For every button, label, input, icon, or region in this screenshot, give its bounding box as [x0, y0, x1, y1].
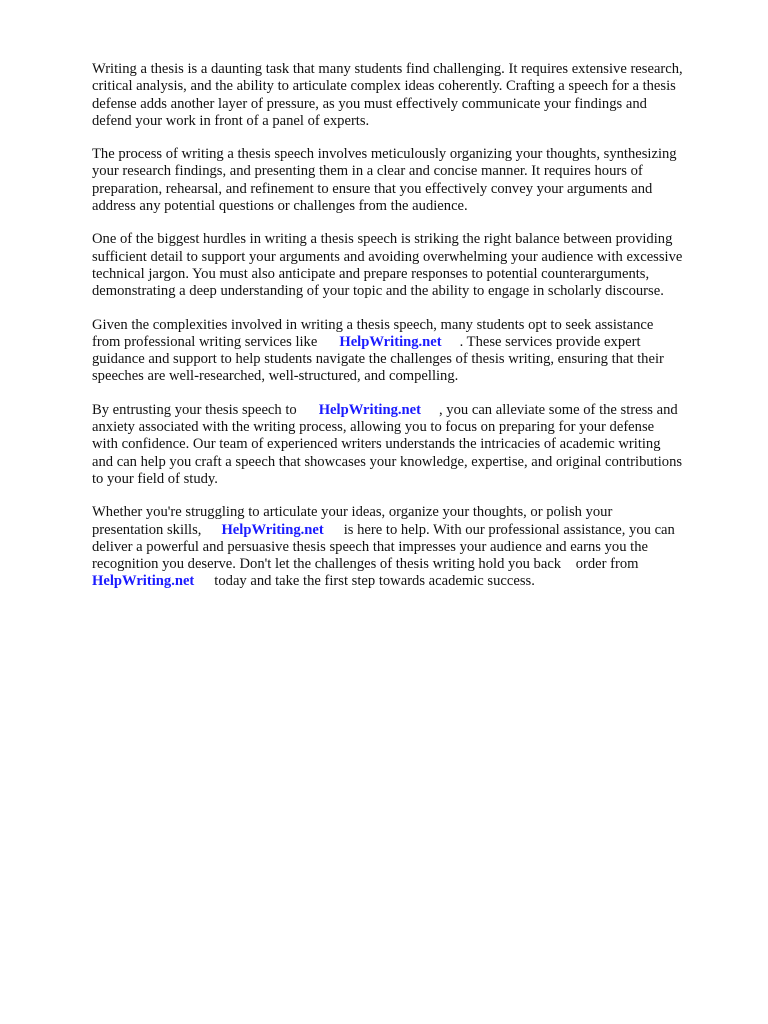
text-segment: , you can alleviate some of the stress and — [439, 401, 678, 418]
text-segment: is here to help. With our professional assistance, you can — [343, 521, 675, 538]
text-line: recognition you deserve. Don't let the challenges of thesis writing hold you back order from — [92, 556, 639, 573]
text-line: guidance and support to help students navigate the challenges of thesis writing, ensuring that their — [92, 351, 664, 368]
text-line: speeches are well-researched, well-structured, and compelling. — [92, 368, 459, 385]
paragraph-hurdles — [92, 231, 732, 300]
text-line: technical jargon. You must also anticipate and prepare responses to potential counterarguments, — [92, 265, 650, 282]
paragraph-closing — [92, 504, 732, 590]
text-line — [92, 334, 732, 351]
text-line: address any potential questions or challenges from the audience. — [92, 198, 468, 215]
helpwriting-link[interactable]: HelpWriting.net — [318, 401, 421, 418]
paragraph-entrusting — [92, 402, 732, 488]
text-segment: from professional writing services like — [92, 333, 318, 350]
document-page — [92, 61, 732, 607]
text-line: deliver a powerful and persuasive thesis speech that impresses your audience and earns you the — [92, 538, 648, 555]
text-line: anxiety associated with the writing process, allowing you to focus on preparing for your defense — [92, 419, 655, 436]
text-line: and can help you craft a speech that showcases your knowledge, expertise, and original contributions — [92, 453, 683, 470]
text-line: sufficient detail to support your arguments and avoiding overwhelming your audience with excessive — [92, 248, 683, 265]
text-line: Whether you're struggling to articulate your ideas, organize your thoughts, or polish your — [92, 504, 613, 521]
text-line: preparation, rehearsal, and refinement to ensure that you effectively convey your arguments and — [92, 180, 653, 197]
text-line: defend your work in front of a panel of experts. — [92, 112, 370, 129]
text-line: demonstrating a deep understanding of your topic and the ability to engage in scholarly discourse. — [92, 283, 664, 300]
paragraph-intro — [92, 61, 732, 130]
text-line: One of the biggest hurdles in writing a thesis speech is striking the right balance between providing — [92, 231, 673, 248]
text-line — [92, 402, 732, 419]
text-segment: today and take the first step towards academic success. — [214, 573, 535, 590]
helpwriting-link[interactable]: HelpWriting.net — [92, 573, 195, 590]
text-line: Writing a thesis is a daunting task that many students find challenging. It requires extensive research, — [92, 61, 683, 77]
text-line: critical analysis, and the ability to articulate complex ideas coherently. Crafting a speech for a thesis — [92, 78, 676, 95]
text-segment: By entrusting your thesis speech to — [92, 401, 297, 418]
text-line: with confidence. Our team of experienced writers understands the intricacies of academic writing — [92, 436, 661, 453]
text-line: your research findings, and presenting them in a clear and concise manner. It requires hours of — [92, 163, 643, 180]
text-segment: presentation skills, — [92, 521, 202, 538]
helpwriting-link[interactable]: HelpWriting.net — [339, 333, 442, 350]
paragraph-assistance — [92, 317, 732, 386]
text-line — [92, 573, 732, 590]
text-segment: . These services provide expert — [459, 333, 641, 350]
text-line: The process of writing a thesis speech involves meticulously organizing your thoughts, synthesizing — [92, 146, 677, 163]
text-line — [92, 522, 732, 539]
text-line: defense adds another layer of pressure, as you must effectively communicate your findings and — [92, 95, 647, 112]
text-line: Given the complexities involved in writing a thesis speech, many students opt to seek assistance — [92, 316, 654, 333]
helpwriting-link[interactable]: HelpWriting.net — [221, 521, 324, 538]
text-line: to your field of study. — [92, 470, 218, 487]
paragraph-process — [92, 146, 732, 215]
